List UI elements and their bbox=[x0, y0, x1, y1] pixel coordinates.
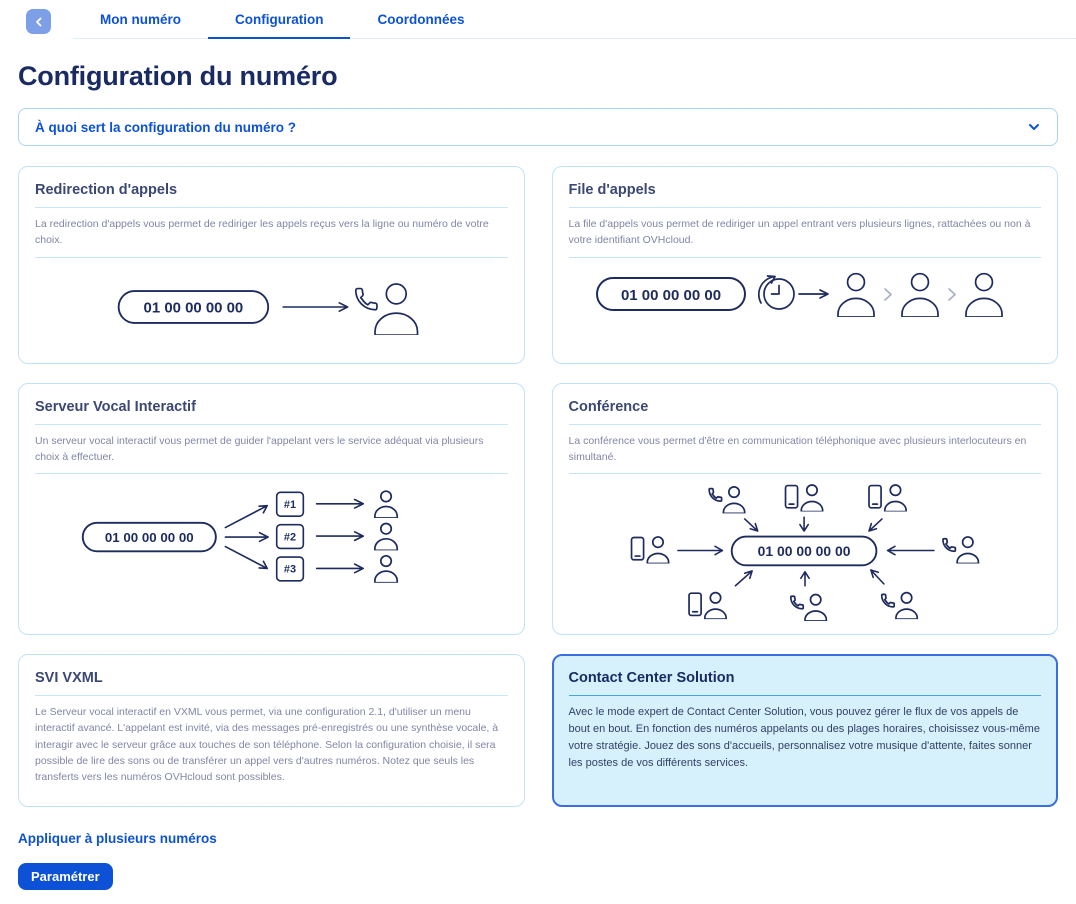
card-svi-vxml[interactable] bbox=[18, 654, 525, 807]
handset-icon bbox=[356, 288, 377, 309]
conference-illustration bbox=[569, 474, 1042, 621]
arrow-left-icon bbox=[887, 546, 933, 554]
tab-configuration[interactable]: Configuration bbox=[208, 0, 350, 39]
person-icon bbox=[838, 273, 874, 316]
redirection-illustration bbox=[35, 258, 508, 350]
chevron-right-icon bbox=[949, 289, 955, 300]
person-icon bbox=[375, 284, 417, 335]
caller-mobile-icon bbox=[785, 485, 822, 512]
chevron-right-icon bbox=[885, 289, 891, 300]
tab-coordonnees[interactable]: Coordonnées bbox=[377, 12, 465, 27]
caller-handset-icon bbox=[709, 487, 745, 514]
caller-handset-icon bbox=[943, 537, 979, 564]
person-icon-gray bbox=[902, 273, 938, 316]
arrow-right-icon bbox=[226, 533, 269, 542]
person-icon-gray bbox=[966, 273, 1002, 316]
person-icon bbox=[375, 556, 397, 583]
card-serveur-vocal-interactif[interactable] bbox=[18, 383, 525, 636]
arrow-down-left-icon bbox=[869, 519, 882, 531]
arrow-up-right-icon bbox=[735, 571, 752, 586]
arrow-right-icon bbox=[317, 500, 364, 509]
tab-bar bbox=[73, 0, 1076, 39]
card-redirection-appels[interactable] bbox=[18, 166, 525, 364]
divider bbox=[569, 424, 1042, 425]
caller-mobile-icon bbox=[631, 537, 668, 564]
card-title: Conférence bbox=[568, 398, 649, 415]
phone-number: 01 00 00 00 00 bbox=[620, 286, 721, 304]
divider bbox=[569, 695, 1042, 696]
option-label: #3 bbox=[284, 563, 297, 576]
svi-illustration bbox=[35, 474, 508, 596]
clock-icon bbox=[759, 276, 794, 309]
divider bbox=[35, 695, 508, 696]
arrow-right-icon bbox=[799, 290, 828, 298]
arrow-down-right-icon bbox=[226, 547, 268, 569]
phone-number: 01 00 00 00 00 bbox=[105, 529, 194, 545]
accordion-label: À quoi sert la configuration du numéro ? bbox=[35, 119, 297, 135]
caller-mobile-icon bbox=[869, 485, 906, 512]
page-title: Configuration du numéro bbox=[18, 61, 338, 91]
top-bar bbox=[0, 0, 1076, 39]
caller-handset-icon bbox=[791, 595, 827, 622]
arrow-down-right-icon bbox=[744, 519, 757, 531]
chevron-left-icon bbox=[33, 16, 45, 28]
divider bbox=[35, 207, 508, 208]
card-description: La redirection d'appels vous permet de rediriger les appels reçus vers la ligne ou numéro de votre choix. bbox=[35, 218, 489, 247]
card-title: Serveur Vocal Interactif bbox=[35, 398, 196, 415]
arrow-right-icon bbox=[317, 532, 364, 541]
arrow-right-icon bbox=[317, 564, 364, 573]
person-icon bbox=[375, 491, 397, 518]
card-title: Redirection d'appels bbox=[35, 182, 178, 198]
card-conference[interactable] bbox=[552, 383, 1059, 636]
card-title: Contact Center Solution bbox=[568, 670, 735, 687]
apply-multiple-numbers-link[interactable]: Appliquer à plusieurs numéros bbox=[18, 831, 217, 847]
configuration-options-grid bbox=[18, 166, 1058, 807]
arrow-right-icon bbox=[678, 546, 723, 554]
card-file-appels[interactable] bbox=[552, 166, 1059, 364]
phone-number: 01 00 00 00 00 bbox=[143, 299, 244, 317]
arrow-up-left-icon bbox=[871, 570, 884, 584]
arrow-right-icon bbox=[283, 302, 348, 310]
configure-button[interactable]: Paramétrer bbox=[18, 863, 113, 890]
tab-mon-numero[interactable]: Mon numéro bbox=[100, 12, 181, 27]
back-button[interactable] bbox=[26, 9, 51, 34]
card-description: Un serveur vocal interactif vous permet de guider l'appelant vers le service adéquat via plusieurs choix à effectuer. bbox=[35, 434, 484, 463]
arrow-up-right-icon bbox=[226, 506, 268, 528]
caller-handset-icon bbox=[881, 593, 917, 620]
card-description: La file d'appels vous permet de rediriger un appel entrant vers plusieurs lignes, rattachées ou non à votre identifiant OVHcloud. bbox=[568, 218, 1031, 247]
card-title: SVI VXML bbox=[35, 670, 103, 687]
divider bbox=[35, 424, 508, 425]
card-title: File d'appels bbox=[568, 182, 656, 198]
card-description: Le Serveur vocal interactif en VXML vous permet, via une configuration 2.1, d'utiliser un menu interactif avancé. L'appelant est invité, via des messages pré-enregistrés ou une synthèse vocale, à interagir avec le serveur grâce aux touches de son téléphone. Selon la configuration choisie, il sera possible de lire des sons ou de transférer un appel vers d'autres numéros. Notez que seuls les transferts vers les numéros OVHcloud sont possibles. bbox=[35, 706, 499, 784]
arrow-up-icon bbox=[801, 572, 809, 586]
phone-number: 01 00 00 00 00 bbox=[757, 543, 851, 560]
arrow-down-icon bbox=[800, 517, 808, 531]
card-contact-center-solution[interactable] bbox=[552, 654, 1059, 807]
person-icon bbox=[375, 524, 397, 551]
card-description: La conférence vous permet d'être en communication téléphonique avec plusieurs interlocuteurs en simultané. bbox=[568, 434, 1027, 463]
card-description: Avec le mode expert de Contact Center Solution, vous pouvez gérer le flux de vos appels de bout en bout. En fonction des numéros appelants ou des plages horaires, choisissez vous-même votre stratégie. Jouez des sons d'accueils, personnalisez votre musique d'attente, faites sonner les postes de vos différents services. bbox=[568, 706, 1040, 770]
option-label: #1 bbox=[284, 499, 297, 512]
caller-mobile-icon bbox=[689, 593, 726, 620]
chevron-down-icon bbox=[1027, 120, 1041, 134]
queue-illustration bbox=[569, 258, 1042, 322]
accordion-config-info[interactable] bbox=[18, 108, 1058, 146]
option-label: #2 bbox=[284, 531, 297, 544]
divider bbox=[569, 207, 1042, 208]
